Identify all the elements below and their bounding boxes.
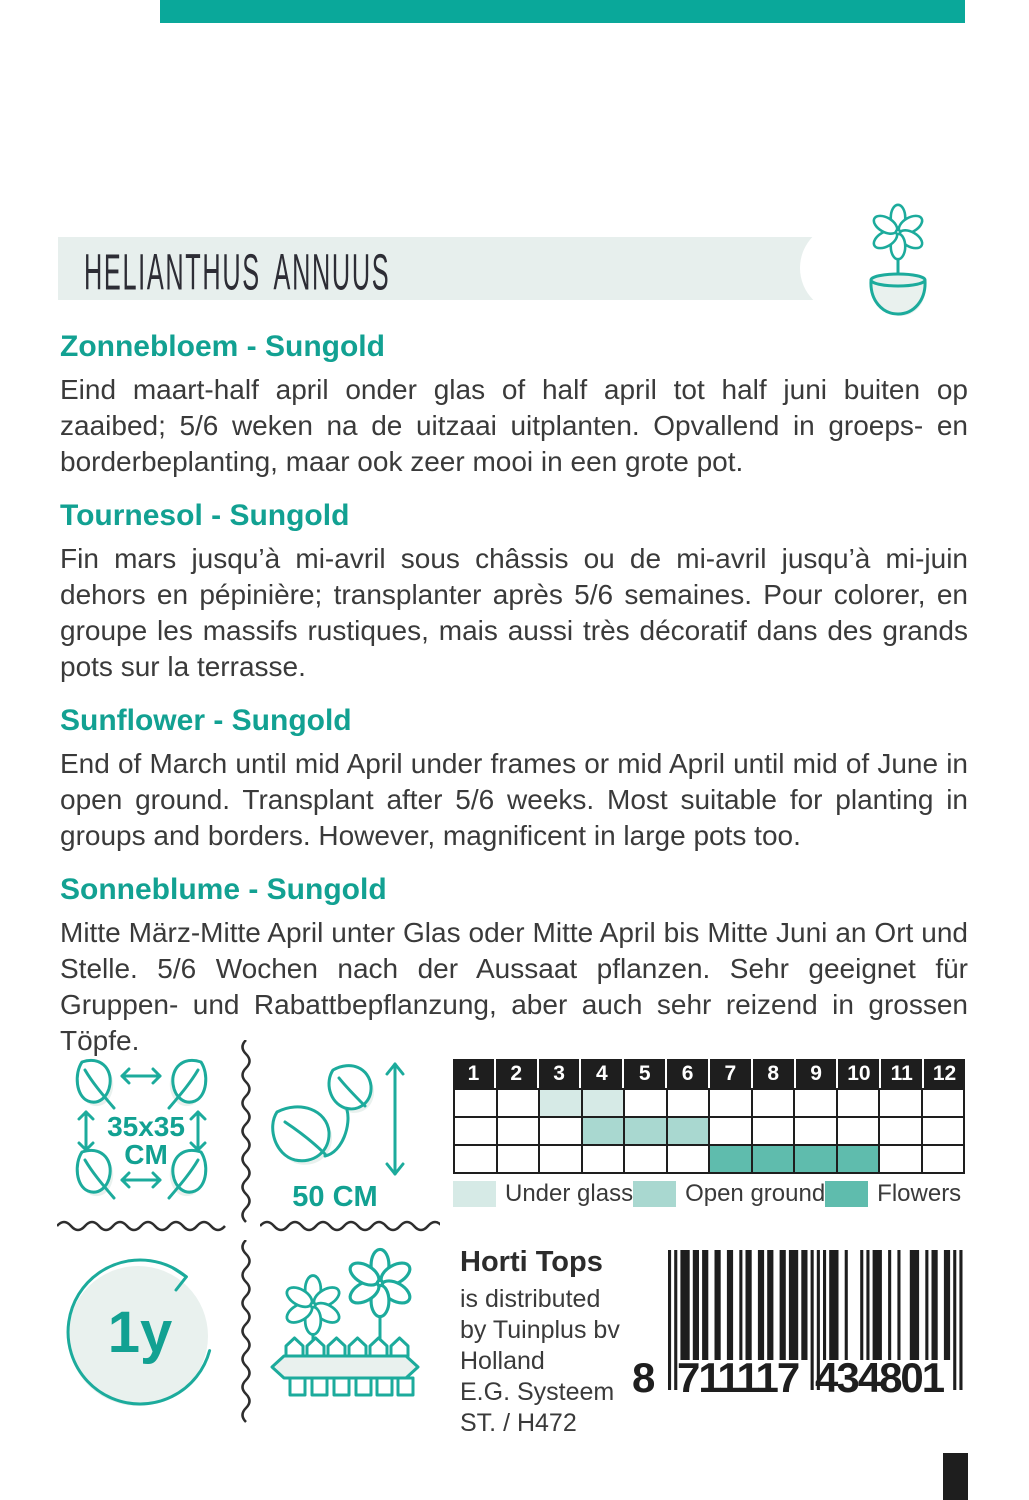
section-heading: Sunflower - Sungold [60, 704, 352, 737]
calendar-month: 3 [539, 1059, 580, 1088]
spacing-number: 35x35 [107, 1111, 185, 1142]
species-title: HELIANTHUS ANNUUS [84, 243, 391, 301]
calendar-cell [923, 1146, 964, 1172]
legend-label: Flowers [877, 1180, 962, 1207]
legend-swatch [453, 1181, 496, 1207]
calendar-legend [453, 1180, 969, 1208]
description-sections [60, 328, 968, 1076]
section-dutch [60, 328, 968, 480]
section-german [60, 871, 968, 1059]
calendar-cell [710, 1090, 751, 1116]
calendar-cell [668, 1090, 709, 1116]
calendar-cell [583, 1146, 624, 1172]
calendar-cell [923, 1090, 964, 1116]
calendar-cell [498, 1118, 539, 1144]
section-body: Eind maart-half april onder glas of half april tot half juni buiten op zaaibed; 5/6 weken na de uitzaai uitplanten. Opvallend in groeps- en borderbeplanting, maar ook zeer mooi in een grote pot. [60, 374, 968, 477]
calendar-cell [668, 1146, 709, 1172]
calendar-cell [795, 1146, 836, 1172]
wavy-divider-vertical [239, 1240, 253, 1426]
legend-item [453, 1180, 633, 1208]
wavy-divider-horizontal [260, 1218, 440, 1232]
calendar-cell [880, 1146, 921, 1172]
spacing-unit: CM [124, 1139, 168, 1170]
species-banner [58, 237, 838, 300]
distributor-line: is distributed [460, 1285, 601, 1313]
calendar-cell [710, 1146, 751, 1172]
section-body: Fin mars jusqu’à mi-avril sous châssis ou de mi-avril jusqu’à mi-juin dehors en pépinière; transplanter après 5/6 semaines. Pour colorer, en groupe les massifs rustiques, mais aussi très décoratif dans des grands pots sur la terrasse. [60, 543, 968, 682]
calendar-month: 6 [667, 1059, 708, 1088]
calendar-month: 7 [710, 1059, 751, 1088]
legend-label: Open ground [685, 1180, 826, 1207]
calendar-cell [795, 1118, 836, 1144]
legend-swatch [633, 1181, 676, 1207]
sowing-calendar [453, 1059, 965, 1174]
barcode-digit-group: 711117 [677, 1354, 799, 1401]
calendar-cell [625, 1090, 666, 1116]
calendar-month: 4 [581, 1059, 622, 1088]
section-body: End of March until mid April under frames or mid April until mid of June in open ground. Transplant after 5/6 weeks. Most suitable for planting in groups and borders. However, magnificent in large pots too. [60, 748, 968, 851]
distributor-line: E.G. Systeem [460, 1378, 615, 1406]
distributor-line: by Tuinplus bv [460, 1316, 620, 1344]
wavy-divider-vertical [239, 1040, 253, 1226]
calendar-cell [753, 1118, 794, 1144]
calendar-body [453, 1088, 965, 1174]
calendar-cell [880, 1090, 921, 1116]
calendar-cell [795, 1090, 836, 1116]
calendar-cell [455, 1146, 496, 1172]
calendar-cell [880, 1118, 921, 1144]
height-value: 50 CM [292, 1181, 378, 1213]
calendar-cell [838, 1146, 879, 1172]
calendar-cell [540, 1090, 581, 1116]
lifecycle-value: 1y [107, 1299, 173, 1365]
calendar-cell [668, 1118, 709, 1144]
calendar-cell [625, 1118, 666, 1144]
ean-barcode [632, 1250, 968, 1400]
print-registration-mark [943, 1453, 968, 1500]
calendar-cell [583, 1090, 624, 1116]
calendar-cell [753, 1146, 794, 1172]
distributor-line: Holland [460, 1347, 545, 1375]
calendar-month: 5 [624, 1059, 665, 1088]
calendar-cell [455, 1118, 496, 1144]
calendar-cell [838, 1118, 879, 1144]
wavy-divider-horizontal [57, 1218, 229, 1232]
calendar-cell [753, 1090, 794, 1116]
calendar-cell [838, 1090, 879, 1116]
section-body: Mitte März-Mitte April unter Glas oder Mitte April bis Mitte Juni an Ort und Stelle. 5/6 Wochen nach der Aussaat pflanzen. Sehr geeignet für Gruppen- und Rabattbepflanzung, aber auch sehr reizend in grossen Töpfe. [60, 917, 968, 1056]
calendar-cell [583, 1118, 624, 1144]
section-french [60, 497, 968, 685]
barcode-digit-group: 434801 [815, 1354, 944, 1401]
calendar-cell [540, 1118, 581, 1144]
distributor-line: ST. / H472 [460, 1409, 577, 1437]
calendar-month: 11 [881, 1059, 922, 1088]
section-heading: Zonnebloem - Sungold [60, 330, 385, 363]
calendar-cell [540, 1146, 581, 1172]
flower-planter-icon [262, 1243, 427, 1423]
legend-item [633, 1180, 825, 1208]
calendar-month-header [453, 1059, 965, 1088]
calendar-cell [498, 1146, 539, 1172]
calendar-month: 2 [496, 1059, 537, 1088]
legend-swatch [825, 1181, 868, 1207]
flower-pot-icon [850, 202, 946, 322]
top-accent-bar [160, 0, 965, 23]
calendar-month: 9 [796, 1059, 837, 1088]
calendar-month: 12 [924, 1059, 965, 1088]
legend-label: Under glass [505, 1180, 634, 1207]
legend-item [825, 1180, 969, 1208]
calendar-month: 10 [838, 1059, 879, 1088]
spacing-value [96, 1113, 196, 1169]
calendar-cell [625, 1146, 666, 1172]
calendar-cell [498, 1090, 539, 1116]
distributor-name: Horti Tops [460, 1246, 603, 1278]
calendar-month: 1 [453, 1059, 494, 1088]
section-heading: Tournesol - Sungold [60, 499, 350, 532]
calendar-cell [923, 1118, 964, 1144]
calendar-cell [710, 1118, 751, 1144]
barcode-digit-group: 8 [632, 1354, 656, 1401]
section-english [60, 702, 968, 854]
calendar-month: 8 [753, 1059, 794, 1088]
calendar-cell [455, 1090, 496, 1116]
section-heading: Sonneblume - Sungold [60, 873, 387, 906]
